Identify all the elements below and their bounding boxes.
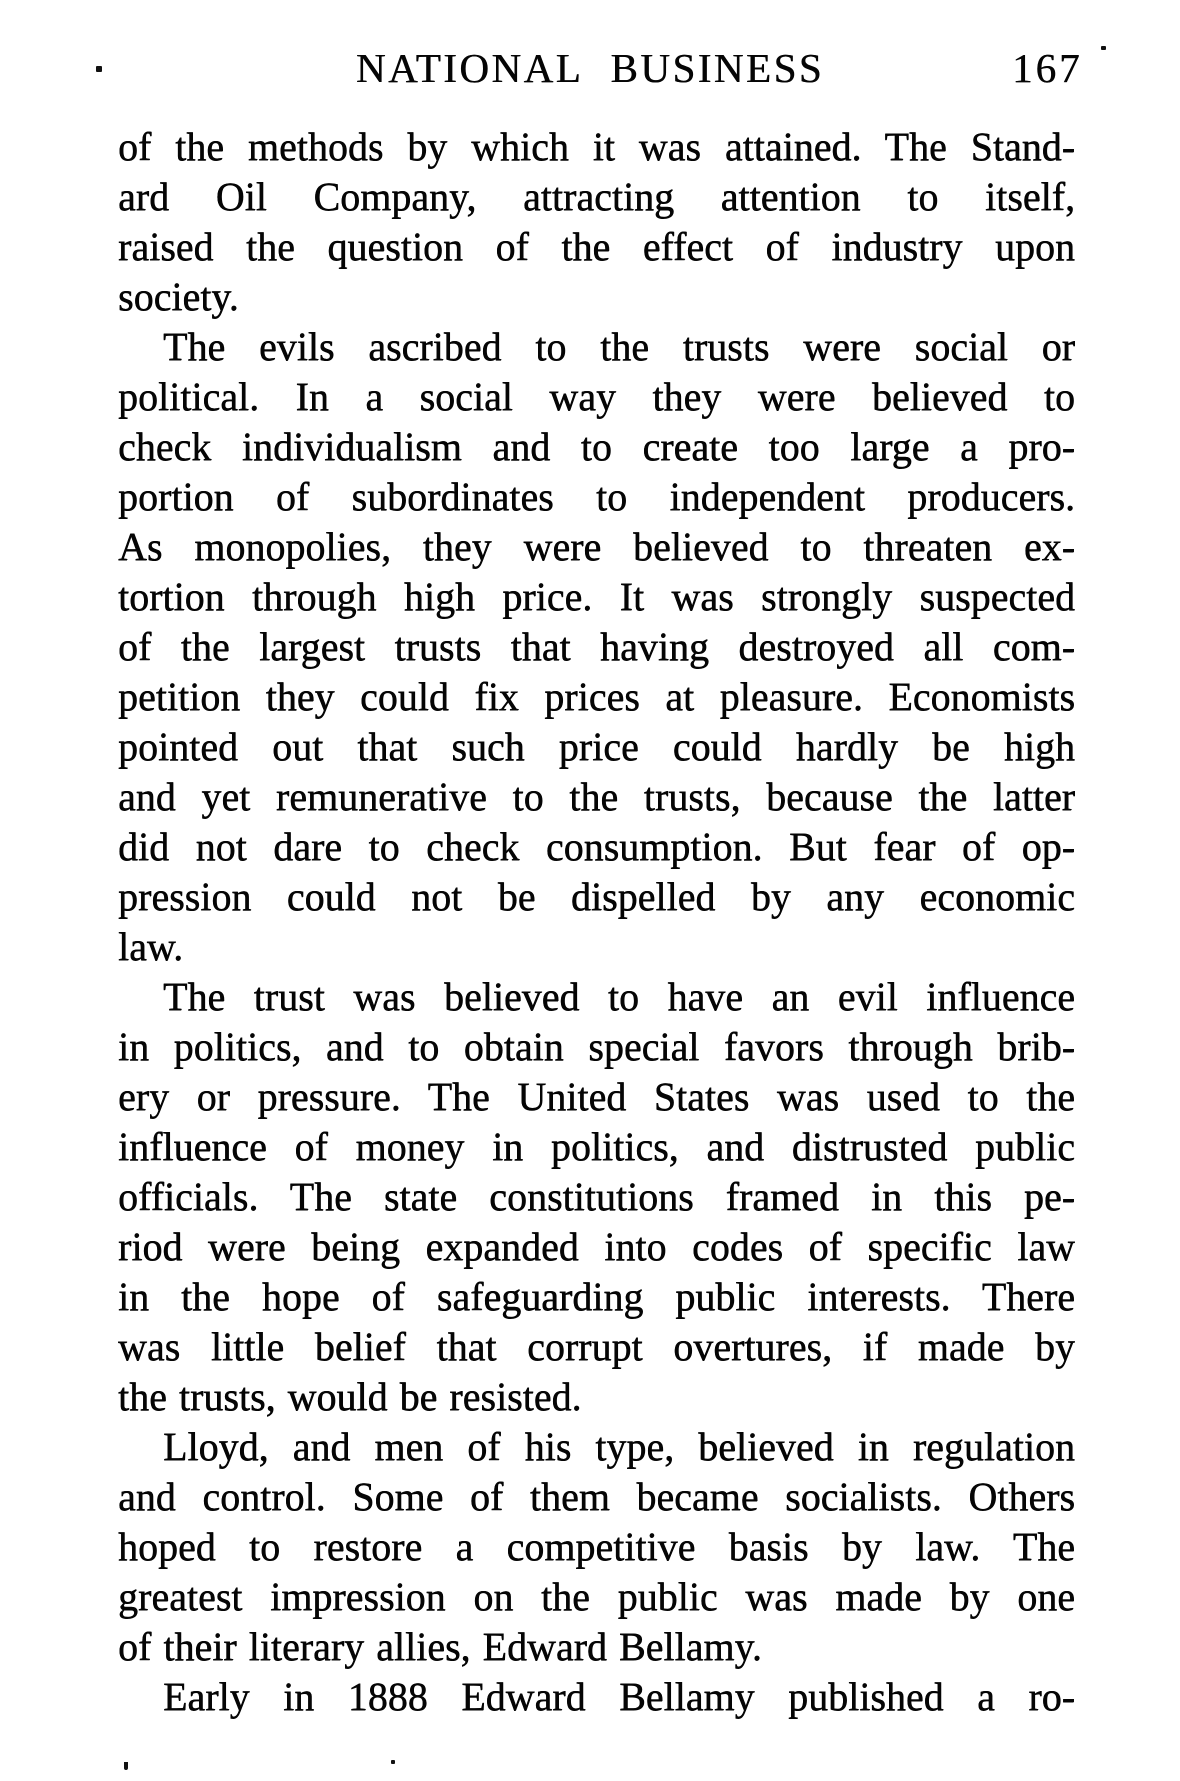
text-line: law. xyxy=(118,924,184,969)
running-head-title: NATIONAL BUSINESS xyxy=(355,45,825,91)
text-line: did not dare to check consumption. But fear of op- xyxy=(118,824,1075,869)
paragraph-2 xyxy=(118,322,1075,972)
text-line: Early in 1888 Edward Bellamy published a ro- xyxy=(163,1674,1075,1719)
text-line: petition they could fix prices at pleasure. Economists xyxy=(118,674,1075,719)
paragraph-4 xyxy=(118,1422,1075,1672)
text-line: pression could not be dispelled by any economic xyxy=(118,874,1075,919)
text-line: Lloyd, and men of his type, believed in regulation xyxy=(163,1424,1075,1469)
text-line: influence of money in politics, and distrusted public xyxy=(118,1124,1075,1169)
paragraph-5 xyxy=(118,1672,1075,1722)
ink-speck xyxy=(391,1760,395,1764)
text-line: and yet remunerative to the trusts, because the latter xyxy=(118,774,1075,819)
body-text xyxy=(118,122,1075,1722)
text-line: hoped to restore a competitive basis by law. The xyxy=(118,1524,1075,1569)
text-line: of the largest trusts that having destroyed all com- xyxy=(118,624,1075,669)
text-line: tortion through high price. It was strongly suspected xyxy=(118,574,1075,619)
text-line: of their literary allies, Edward Bellamy. xyxy=(118,1624,762,1669)
text-line: riod were being expanded into codes of specific law xyxy=(118,1224,1075,1269)
text-line: raised the question of the effect of industry upon xyxy=(118,224,1075,269)
text-line: and control. Some of them became socialists. Others xyxy=(118,1474,1075,1519)
text-line: greatest impression on the public was made by one xyxy=(118,1574,1075,1619)
text-line: political. In a social way they were believed to xyxy=(118,374,1075,419)
text-line: society. xyxy=(118,274,239,319)
text-line: officials. The state constitutions framed in this pe- xyxy=(118,1174,1075,1219)
text-line: check individualism and to create too large a pro- xyxy=(118,424,1075,469)
text-line: The trust was believed to have an evil influence xyxy=(163,974,1075,1019)
page-number: 167 xyxy=(1012,45,1083,91)
text-line: of the methods by which it was attained. The Stand- xyxy=(118,124,1075,169)
text-line: in politics, and to obtain special favors through brib- xyxy=(118,1024,1075,1069)
page-header xyxy=(0,44,1180,96)
paragraph-1 xyxy=(118,122,1075,322)
paragraph-3 xyxy=(118,972,1075,1422)
text-line: ard Oil Company, attracting attention to itself, xyxy=(118,174,1075,219)
text-line: the trusts, would be resisted. xyxy=(118,1374,582,1419)
text-line: The evils ascribed to the trusts were social or xyxy=(163,324,1075,369)
ink-speck xyxy=(96,66,102,72)
text-line: in the hope of safeguarding public interests. There xyxy=(118,1274,1075,1319)
text-line: ery or pressure. The United States was used to the xyxy=(118,1074,1075,1119)
ink-speck xyxy=(124,1762,128,1770)
text-line: portion of subordinates to independent producers. xyxy=(118,474,1075,519)
text-line: As monopolies, they were believed to threaten ex- xyxy=(118,524,1075,569)
ink-speck xyxy=(1101,46,1106,50)
text-line: was little belief that corrupt overtures, if made by xyxy=(118,1324,1075,1369)
text-line: pointed out that such price could hardly be high xyxy=(118,724,1075,769)
